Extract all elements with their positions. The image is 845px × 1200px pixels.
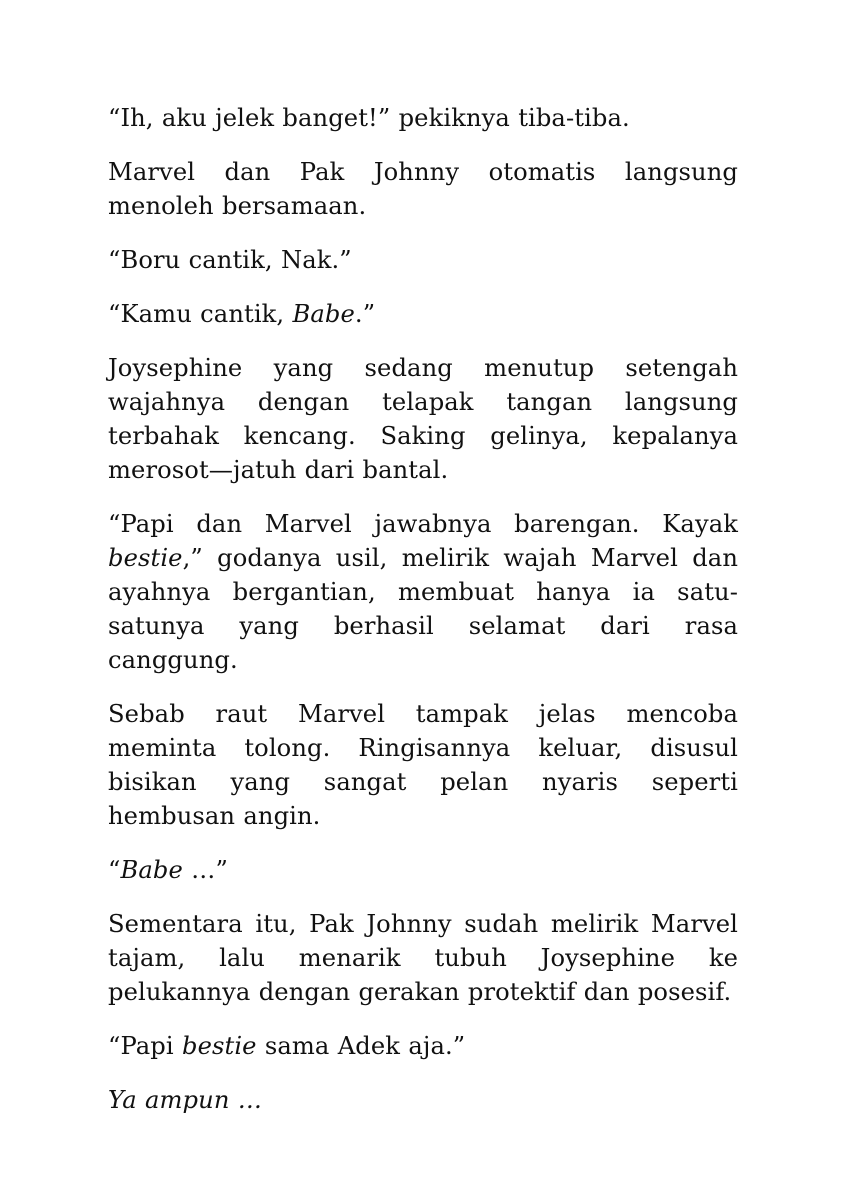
paragraph-6 <box>108 507 738 677</box>
paragraph-text: Sebab raut Marvel tampak jelas mencoba meminta tolong. Ringisannya keluar, disusul bisikan yang sangat pelan nyaris seperti hembusan angin. <box>108 700 738 830</box>
paragraph-text: “Papi <box>108 1032 182 1060</box>
paragraph-3 <box>108 243 738 277</box>
paragraph-text: …” <box>182 856 228 884</box>
paragraph-text: “Kamu cantik, <box>108 300 293 328</box>
paragraph-7 <box>108 697 738 833</box>
paragraph-11 <box>108 1083 738 1117</box>
paragraph-1 <box>108 101 738 135</box>
italic-term: bestie <box>181 1032 257 1060</box>
paragraph-2 <box>108 155 738 223</box>
paragraph-text: .” <box>354 300 376 328</box>
paragraph-text: “ <box>108 856 121 884</box>
paragraph-4 <box>108 297 738 331</box>
paragraph-9 <box>108 907 738 1009</box>
paragraph-8 <box>108 853 738 887</box>
italic-term: bestie <box>108 544 183 572</box>
paragraph-5 <box>108 351 738 487</box>
italic-term: Babe <box>292 300 355 328</box>
paragraph-text: “Boru cantik, Nak.” <box>108 246 352 274</box>
paragraph-text: “Papi dan Marvel jawabnya barengan. Kayak <box>108 510 738 538</box>
italic-term: Babe <box>120 856 183 884</box>
paragraph-text: Joysephine yang sedang menutup setengah wajahnya dengan telapak tangan langsung terbahak kencang. Saking gelinya, kepalanya merosot—jatuh dari bantal. <box>108 354 738 484</box>
paragraph-text: “Ih, aku jelek banget!” pekiknya tiba-tiba. <box>108 104 630 132</box>
document-page <box>108 101 738 1137</box>
paragraph-text: Ya ampun … <box>108 1086 263 1114</box>
paragraph-text: Marvel dan Pak Johnny otomatis langsung menoleh bersamaan. <box>108 158 738 220</box>
paragraph-text: sama Adek aja.” <box>256 1032 466 1060</box>
paragraph-10 <box>108 1029 738 1063</box>
paragraph-text: Sementara itu, Pak Johnny sudah melirik Marvel tajam, lalu menarik tubuh Joysephine ke pelukannya dengan gerakan protektif dan posesif. <box>108 910 738 1006</box>
paragraph-text: ,” godanya usil, melirik wajah Marvel dan ayahnya bergantian, membuat hanya ia satu-satunya yang berhasil selamat dari rasa canggung. <box>108 544 738 674</box>
